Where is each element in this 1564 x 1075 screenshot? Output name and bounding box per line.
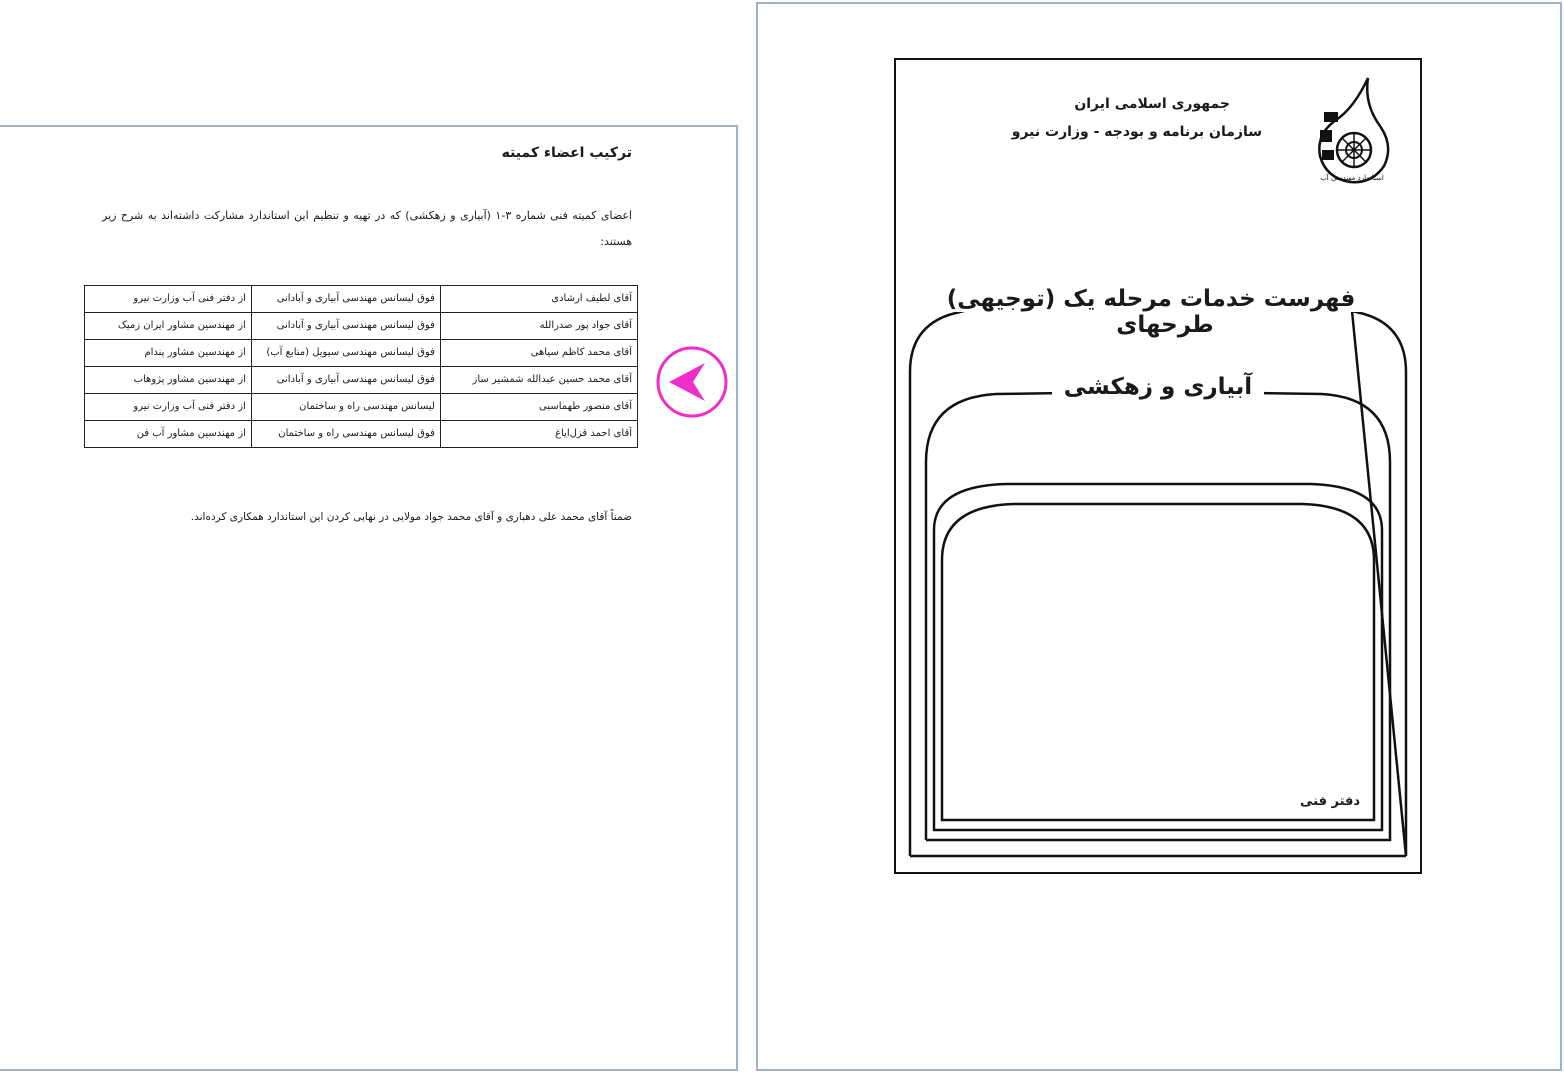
member-degree: لیسانس مهندسی راه و ساختمان: [251, 394, 440, 421]
member-organization: از مهندسین مشاور پژوهاب: [85, 367, 252, 394]
member-degree: فوق لیسانس مهندسی آبیاری و آبادانی: [251, 286, 440, 313]
office-label: دفتر فنی: [1300, 794, 1361, 809]
table-row: [85, 421, 638, 448]
emblem-text: استاندارد مهندسی آب: [1320, 174, 1384, 182]
member-degree: فوق لیسانس مهندسی سیویل (منابع آب): [251, 340, 440, 367]
cover-subtitle-wrapper: [896, 374, 1420, 400]
table-row: [85, 340, 638, 367]
member-organization: از مهندسین مشاور پندام: [85, 340, 252, 367]
member-degree: فوق لیسانس مهندسی راه و ساختمان: [251, 421, 440, 448]
member-name: آقای منصور طهماسبی: [440, 394, 637, 421]
left-page: [0, 125, 738, 1071]
member-name: آقای جواد پور صدرالله: [440, 313, 637, 340]
chevron-left-icon: [655, 345, 729, 419]
member-organization: از دفتر فنی آب وزارت نیرو: [85, 286, 252, 313]
cover-title-wrapper: [896, 286, 1420, 338]
member-name: آقای محمد کاظم سیاهی: [440, 340, 637, 367]
member-name: آقای محمد حسین عبدالله شمشیر ساز: [440, 367, 637, 394]
table-row: [85, 394, 638, 421]
member-organization: از دفتر فنی آب وزارت نیرو: [85, 394, 252, 421]
cover-subtitle: آبیاری و زهکشی: [1052, 374, 1264, 400]
next-page-button[interactable]: [655, 345, 729, 419]
member-organization: از مهندسین مشاور ایران زمیک: [85, 313, 252, 340]
member-degree: فوق لیسانس مهندسی آبیاری و آبادانی: [251, 367, 440, 394]
page-title: ترکیب اعضاء کمیته: [501, 145, 632, 161]
member-organization: از مهندسین مشاور آب فن: [85, 421, 252, 448]
cover-frame: [894, 58, 1422, 874]
member-degree: فوق لیسانس مهندسی آبیاری و آبادانی: [251, 313, 440, 340]
organization-line: سازمان برنامه و بودجه - وزارت نیرو: [1011, 124, 1262, 140]
table-row: [85, 286, 638, 313]
committee-members-table: [84, 285, 638, 448]
table-row: [85, 313, 638, 340]
acknowledgement-note: ضمناً آقای محمد علی دهباری و آقای محمد جواد مولایی در نهایی کردن این استاندارد همکاری کرده‌اند.: [190, 511, 632, 523]
cover-title: فهرست خدمات مرحله یک (توجیهی) طرحهای: [947, 286, 1370, 338]
engineering-standard-emblem-icon: [1312, 74, 1394, 186]
table-row: [85, 367, 638, 394]
intro-paragraph: اعضای کمیته فنی شماره ۳-۱ (آبیاری و زهکشی) که در تهیه و تنظیم این استاندارد مشارکت داشته‌اند به شرح زیر هستند:: [102, 209, 632, 248]
member-name: آقای لطیف ارشادی: [440, 286, 637, 313]
government-line: جمهوری اسلامی ایران: [1074, 96, 1230, 112]
member-name: آقای احمد قزل‌ایاغ: [440, 421, 637, 448]
right-page: [756, 2, 1562, 1071]
